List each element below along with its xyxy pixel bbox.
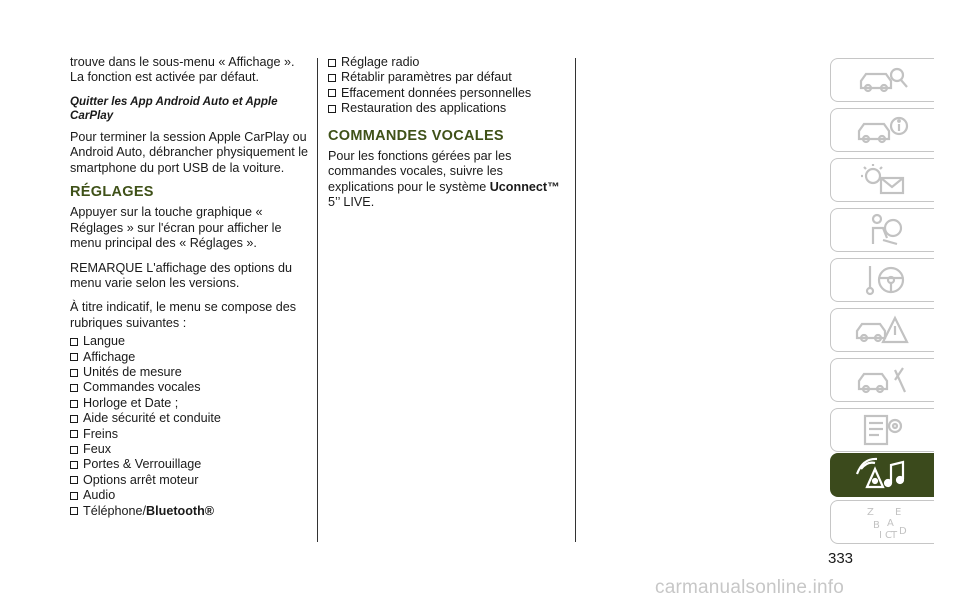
car-search-icon xyxy=(853,62,913,98)
airbag-icon xyxy=(853,212,913,248)
bullet-square-icon xyxy=(328,74,336,82)
list-item: Feux xyxy=(70,442,310,457)
settings-menu-list xyxy=(70,334,310,519)
tab-index[interactable] xyxy=(830,500,934,544)
bullet-square-icon xyxy=(328,59,336,67)
section-heading-voice-commands: COMMANDES VOCALES xyxy=(328,127,504,144)
list-item: Aide sécurité et conduite xyxy=(70,411,310,426)
paragraph-note: REMARQUE L'affichage des options du menu varie selon les versions. xyxy=(70,260,292,291)
svg-text:I: I xyxy=(878,530,882,540)
bullet-square-icon xyxy=(70,492,78,500)
bullet-square-icon xyxy=(70,476,78,484)
bullet-square-icon xyxy=(70,430,78,438)
middle-column xyxy=(328,55,568,220)
list-item: Audio xyxy=(70,488,310,503)
paragraph-settings-intro: Appuyer sur la touche graphique « Réglages » sur l'écran pour afficher le menu principal des « Réglages ». xyxy=(70,205,282,251)
tab-emergency[interactable] xyxy=(830,308,934,352)
car-emergency-icon xyxy=(853,312,913,348)
settings-menu-list-continued xyxy=(328,55,568,117)
list-item: Effacement données personnelles xyxy=(328,86,568,101)
tab-warning-lights[interactable] xyxy=(830,158,934,202)
svg-text:Z: Z xyxy=(866,507,874,518)
bullet-square-icon xyxy=(70,400,78,408)
technical-data-icon xyxy=(853,412,913,448)
bullet-square-icon xyxy=(70,353,78,361)
tab-safety[interactable] xyxy=(830,208,934,252)
svg-text:E: E xyxy=(894,507,901,518)
bullet-square-icon xyxy=(70,446,78,454)
svg-text:T: T xyxy=(890,530,897,540)
tab-multimedia[interactable] xyxy=(830,453,934,497)
left-column xyxy=(70,55,310,519)
bullet-square-icon xyxy=(70,507,78,515)
list-item: Réglage radio xyxy=(328,55,568,70)
car-info-icon xyxy=(853,112,913,148)
bullet-square-icon xyxy=(70,369,78,377)
list-item: Rétablir paramètres par défaut xyxy=(328,70,568,85)
bullet-square-icon xyxy=(70,384,78,392)
wrench-steering-wheel-icon xyxy=(853,262,913,298)
tab-car-info[interactable] xyxy=(830,108,934,152)
list-item: Portes & Verrouillage xyxy=(70,457,310,472)
list-item: Restauration des applications xyxy=(328,101,568,116)
warning-light-message-icon xyxy=(853,162,913,198)
list-item: Téléphone/ Bluetooth® xyxy=(70,504,310,519)
tab-maintenance[interactable] xyxy=(830,358,934,402)
page-number: 333 xyxy=(828,550,854,567)
paragraph-quit-session: Pour terminer la session Apple CarPlay ou Android Auto, débrancher physiquement le smartphone du port USB de la voiture. xyxy=(70,129,309,175)
tab-car-search[interactable] xyxy=(830,58,934,102)
list-item: Commandes vocales xyxy=(70,380,310,395)
bullet-square-icon xyxy=(328,89,336,97)
list-item: Options arrêt moteur xyxy=(70,473,310,488)
svg-text:C: C xyxy=(884,530,892,540)
subheading-quit-apps: Quitter les App Android Auto et Apple CarPlay xyxy=(70,94,278,122)
svg-text:D: D xyxy=(898,526,907,537)
intro-text: trouve dans le sous-menu « Affichage ». La fonction est activée par défaut. xyxy=(70,55,295,85)
multimedia-icon xyxy=(853,457,913,493)
paragraph-voice-commands: Pour les fonctions gérées par les commandes vocales, suivre les explications pour le système Uconnect™ 5’’ LIVE. xyxy=(328,148,560,210)
bullet-square-icon xyxy=(70,461,78,469)
paragraph-menu-intro: À titre indicatif, le menu se compose des rubriques suivantes : xyxy=(70,300,297,330)
list-item: Freins xyxy=(70,427,310,442)
bullet-square-icon xyxy=(70,415,78,423)
list-item: Langue xyxy=(70,334,310,349)
index-icon xyxy=(853,504,913,540)
list-item: Horloge et Date ; xyxy=(70,396,310,411)
footer-watermark: carmanualsonline.info xyxy=(655,577,845,598)
bullet-square-icon xyxy=(70,338,78,346)
column-divider xyxy=(317,58,318,542)
car-maintenance-icon xyxy=(853,362,913,398)
section-heading-settings: RÉGLAGES xyxy=(70,184,154,201)
tab-technical-data[interactable] xyxy=(830,408,934,452)
svg-text:B: B xyxy=(872,520,880,531)
list-item: Affichage xyxy=(70,350,310,365)
bullet-square-icon xyxy=(328,105,336,113)
tab-starting-driving[interactable] xyxy=(830,258,934,302)
column-divider xyxy=(575,58,576,542)
svg-text:A: A xyxy=(886,518,894,529)
list-item: Unités de mesure xyxy=(70,365,310,380)
